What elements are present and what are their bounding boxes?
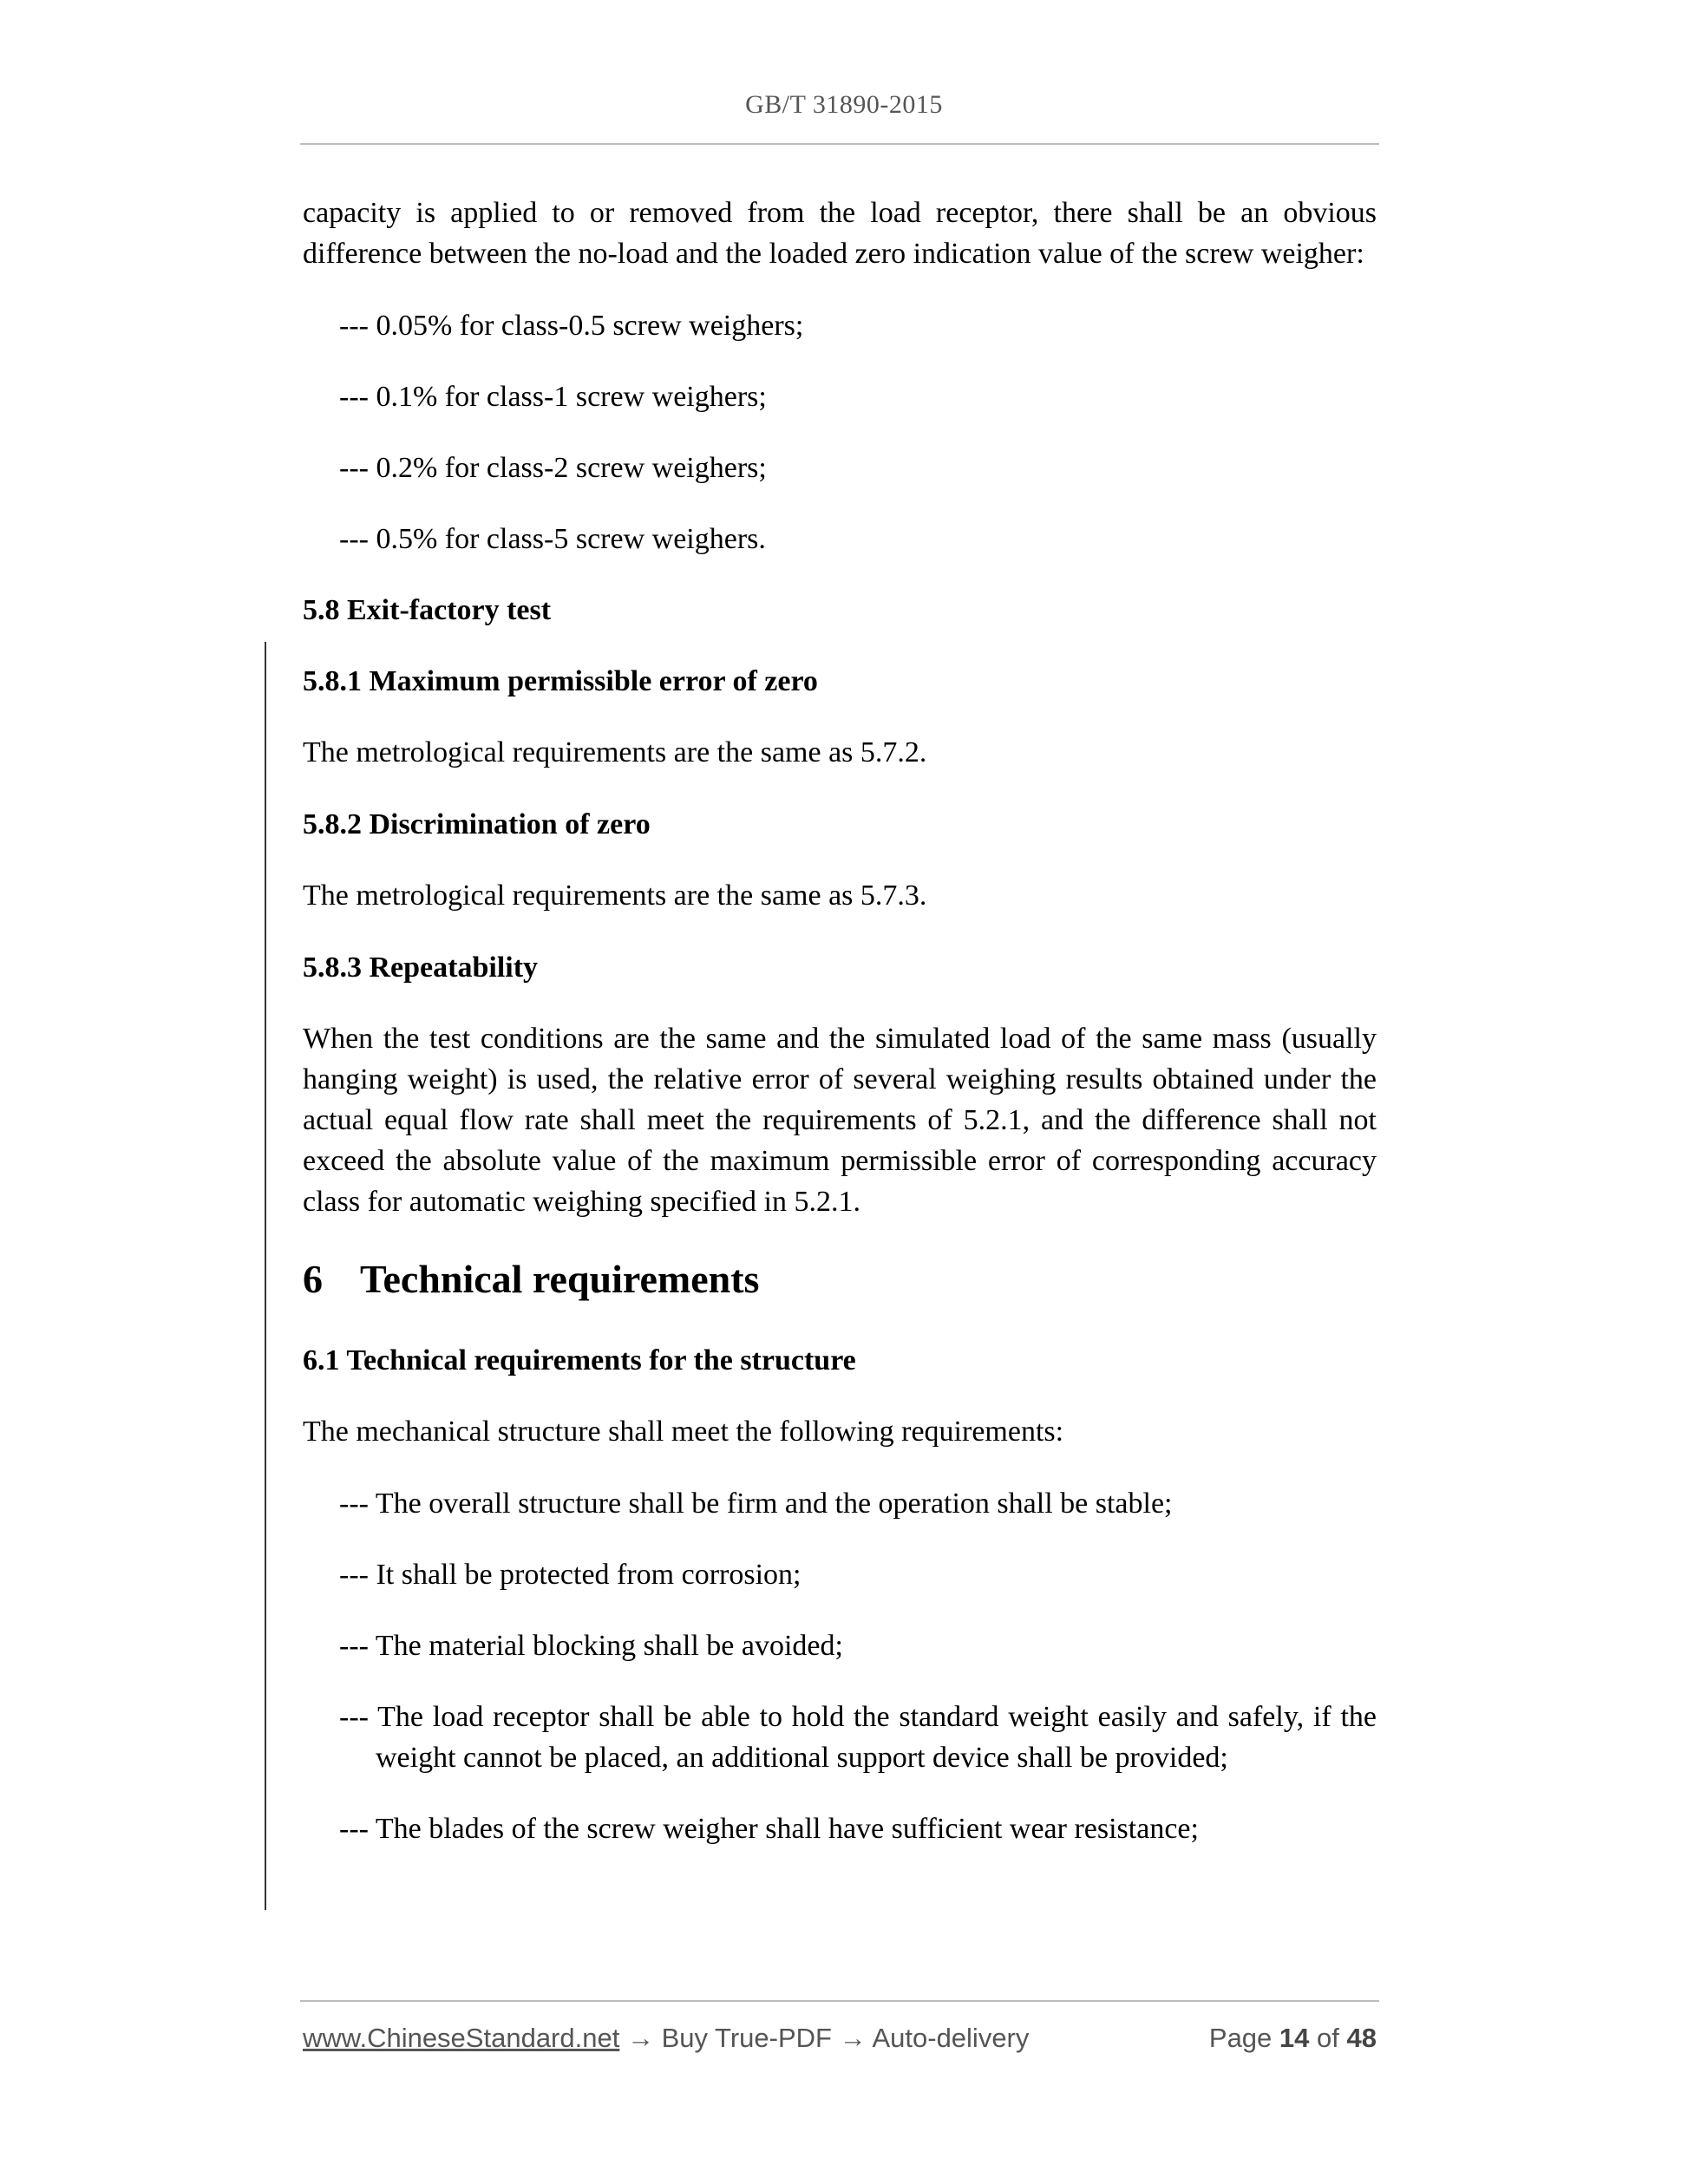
arrow-icon: → [831, 2023, 873, 2053]
list-item: --- The blades of the screw weigher shall have sufficient wear resistance; [339, 1813, 1199, 1845]
list-item: --- 0.1% for class-1 screw weighers; [339, 381, 767, 413]
section-text-5-8-3: When the test conditions are the same and the simulated load of the same mass (usually hanging weight) is used, the relative error of several weighing results obtained under the actual equal flow rate shall meet the requirements of 5.2.1, and the difference shall not exceed the absolute value of the maximum permissible error of corresponding accuracy class for automatic weighing specified in 5.2.1. [303, 1023, 1377, 1218]
section-heading-5-8-3: 5.8.3 Repeatability [303, 951, 539, 984]
list-item: --- The material blocking shall be avoided; [339, 1630, 843, 1662]
page-content [303, 193, 1377, 1880]
header-rule [300, 143, 1379, 145]
section-heading-5-8-2: 5.8.2 Discrimination of zero [303, 808, 651, 840]
page-number [1209, 2023, 1377, 2054]
footer-rule [300, 2000, 1379, 2002]
buy-pdf-link[interactable]: Buy True-PDF [661, 2023, 832, 2053]
section-heading-5-8-1: 5.8.1 Maximum permissible error of zero [303, 665, 818, 697]
section-text-5-8-1: The metrological requirements are the same as 5.7.2. [303, 736, 927, 768]
chapter-number: 6 [303, 1257, 323, 1301]
chapter-heading-6 [303, 1255, 1377, 1304]
section-heading-6-1: 6.1 Technical requirements for the structure [303, 1344, 856, 1376]
chapter-title: Technical requirements [360, 1257, 760, 1301]
list-item: --- It shall be protected from corrosion; [339, 1559, 801, 1591]
intro-paragraph: capacity is applied to or removed from the load receptor, there shall be an obvious difference between the no-load and the loaded zero indication value of the screw weigher: [303, 197, 1377, 270]
of-label: of [1317, 2023, 1339, 2053]
list-item: --- 0.05% for class-0.5 screw weighers; [339, 310, 804, 342]
list-item: --- The overall structure shall be firm and the operation shall be stable; [339, 1488, 1173, 1520]
footer-links [303, 2023, 1029, 2054]
section-text-6-1: The mechanical structure shall meet the following requirements: [303, 1416, 1064, 1448]
page-footer [303, 2023, 1377, 2061]
list-item: --- 0.2% for class-2 screw weighers; [339, 452, 767, 484]
page-current: 14 [1279, 2023, 1310, 2053]
list-item: --- 0.5% for class-5 screw weighers. [339, 523, 766, 555]
page-total: 48 [1346, 2023, 1377, 2053]
change-bar [265, 642, 266, 1910]
page-label: Page [1208, 2023, 1273, 2053]
auto-delivery-text: Auto-delivery [872, 2023, 1030, 2053]
list-item: --- The load receptor shall be able to hold the standard weight easily and safely, if the weight cannot be placed, an additional support device shall be provided; [339, 1701, 1377, 1774]
section-text-5-8-2: The metrological requirements are the same as 5.7.3. [303, 879, 927, 912]
document-header: GB/T 31890-2015 [745, 90, 943, 119]
section-heading-5-8: 5.8 Exit-factory test [303, 594, 552, 626]
site-link[interactable]: www.ChineseStandard.net [303, 2023, 620, 2053]
arrow-icon: → [619, 2023, 662, 2053]
